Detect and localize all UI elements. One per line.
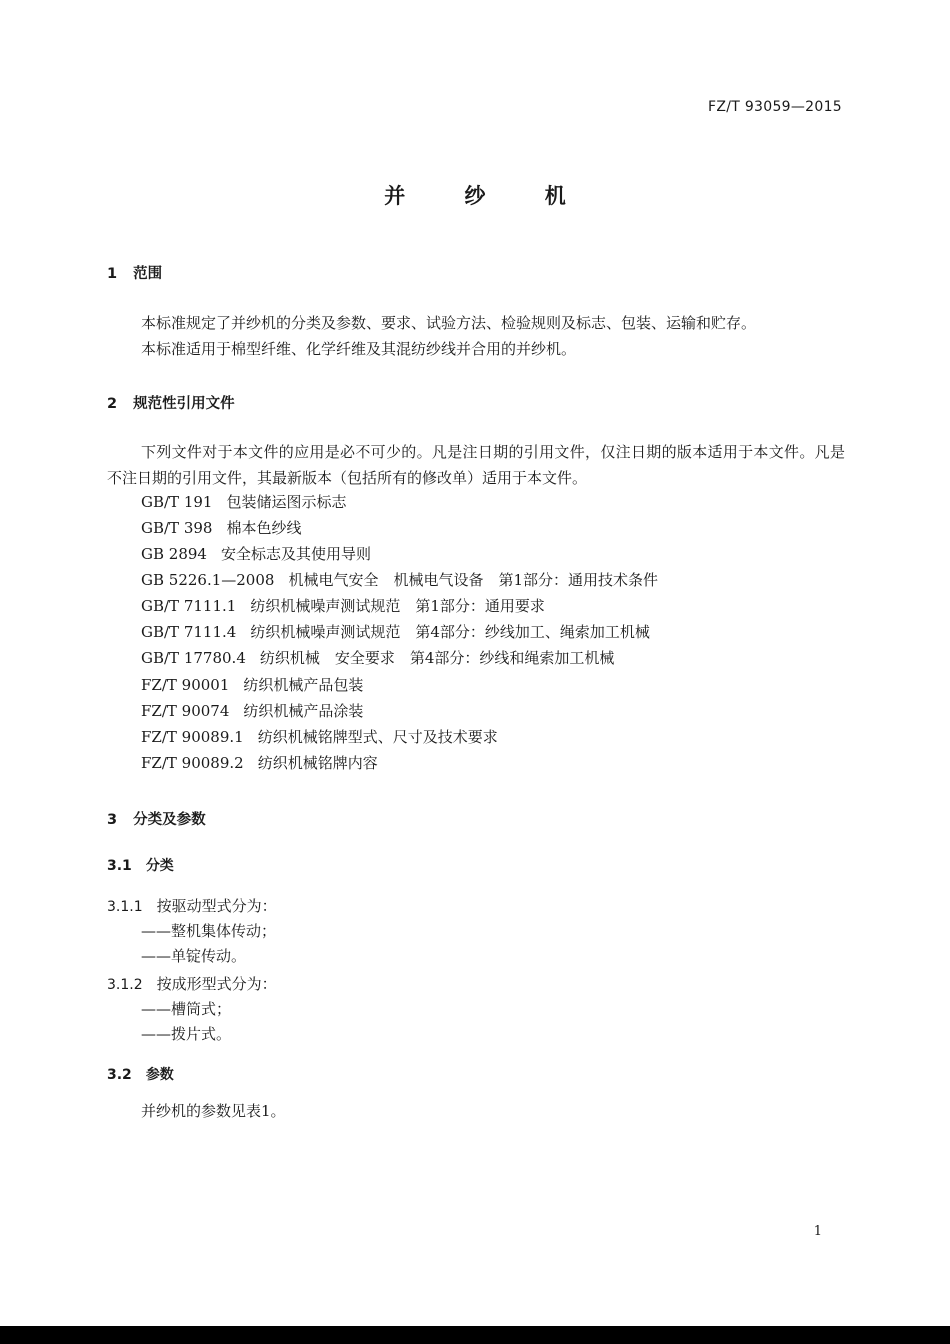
reference-item bbox=[141, 647, 614, 668]
section-number: 3 bbox=[107, 812, 118, 828]
subsection-3-2-paragraph: 并纱机的参数见表1。 bbox=[141, 1102, 286, 1120]
reference-item bbox=[141, 700, 363, 721]
page-number: 1 bbox=[813, 1224, 822, 1239]
reference-title: 纺织机械产品涂装 bbox=[243, 702, 364, 720]
reference-title: 纺织机械产品包装 bbox=[243, 676, 364, 694]
section-1-heading bbox=[107, 262, 162, 283]
reference-title: 棉本色纱线 bbox=[226, 519, 302, 537]
list-item: ——整机集体传动； bbox=[141, 922, 277, 940]
reference-code: FZ/T 90001 bbox=[141, 676, 230, 694]
section-2-heading bbox=[107, 392, 235, 413]
section-number: 2 bbox=[107, 396, 118, 412]
document-title: 并 纱 机 bbox=[384, 184, 592, 208]
reference-item bbox=[141, 621, 650, 642]
subsection-3-1-heading bbox=[107, 855, 174, 875]
clause-text: 按成形型式分为： bbox=[156, 975, 277, 993]
document-code: FZ/T 93059—2015 bbox=[707, 99, 842, 115]
reference-code: GB/T 191 bbox=[141, 493, 213, 511]
reference-item bbox=[141, 569, 658, 590]
reference-code: GB/T 7111.1 bbox=[141, 597, 237, 615]
section-3-heading bbox=[107, 808, 206, 829]
reference-item bbox=[141, 674, 363, 695]
reference-title: 机械电气安全 机械电气设备 第1部分：通用技术条件 bbox=[288, 571, 658, 589]
bottom-border bbox=[0, 1326, 950, 1344]
section-title: 范围 bbox=[133, 266, 163, 282]
clause-number: 3.1.1 bbox=[107, 899, 143, 915]
section-number: 1 bbox=[107, 266, 118, 282]
list-item: ——拨片式。 bbox=[141, 1025, 232, 1043]
reference-title: 纺织机械铭牌内容 bbox=[257, 754, 378, 772]
clause-number: 3.1.2 bbox=[107, 977, 143, 993]
reference-code: FZ/T 90089.1 bbox=[141, 728, 244, 746]
section-title: 规范性引用文件 bbox=[133, 396, 235, 412]
reference-code: GB/T 398 bbox=[141, 519, 213, 537]
reference-item bbox=[141, 517, 301, 538]
reference-item bbox=[141, 595, 545, 616]
reference-code: GB 5226.1—2008 bbox=[141, 571, 275, 589]
subsection-3-2-heading bbox=[107, 1064, 174, 1084]
reference-code: FZ/T 90089.2 bbox=[141, 754, 244, 772]
section-title: 分类及参数 bbox=[133, 812, 206, 828]
reference-item bbox=[141, 491, 346, 512]
subsection-title: 分类 bbox=[145, 858, 174, 874]
reference-code: FZ/T 90074 bbox=[141, 702, 230, 720]
reference-item bbox=[141, 543, 371, 564]
section-2-intro-paragraph: 下列文件对于本文件的应用是必不可少的。凡是注日期的引用文件，仅注日期的版本适用于本文件。凡是不注日期的引用文件，其最新版本（包括所有的修改单）适用于本文件。 bbox=[107, 443, 845, 487]
reference-code: GB/T 7111.4 bbox=[141, 623, 237, 641]
subsection-title: 参数 bbox=[145, 1067, 174, 1083]
clause-3-1-2 bbox=[107, 971, 277, 998]
reference-item bbox=[141, 752, 378, 773]
list-item: ——槽筒式； bbox=[141, 1000, 232, 1018]
reference-code: GB/T 17780.4 bbox=[141, 649, 246, 667]
reference-item bbox=[141, 726, 498, 747]
reference-title: 包装储运图示标志 bbox=[226, 493, 347, 511]
reference-title: 安全标志及其使用导则 bbox=[220, 545, 371, 563]
reference-title: 纺织机械噪声测试规范 第1部分：通用要求 bbox=[250, 597, 545, 615]
clause-text: 按驱动型式分为： bbox=[156, 897, 277, 915]
section-1-paragraph-2: 本标准适用于棉型纤维、化学纤维及其混纺纱线并合用的并纱机。 bbox=[141, 340, 577, 358]
reference-code: GB 2894 bbox=[141, 545, 207, 563]
subsection-number: 3.2 bbox=[107, 1067, 132, 1083]
reference-title: 纺织机械噪声测试规范 第4部分：纱线加工、绳索加工机械 bbox=[250, 623, 650, 641]
list-item: ——单锭传动。 bbox=[141, 947, 247, 965]
section-1-paragraph-1: 本标准规定了并纱机的分类及参数、要求、试验方法、检验规则及标志、包装、运输和贮存。 bbox=[141, 314, 757, 332]
subsection-number: 3.1 bbox=[107, 858, 132, 874]
reference-title: 纺织机械 安全要求 第4部分：纱线和绳索加工机械 bbox=[259, 649, 615, 667]
clause-3-1-1 bbox=[107, 893, 277, 920]
reference-title: 纺织机械铭牌型式、尺寸及技术要求 bbox=[257, 728, 498, 746]
